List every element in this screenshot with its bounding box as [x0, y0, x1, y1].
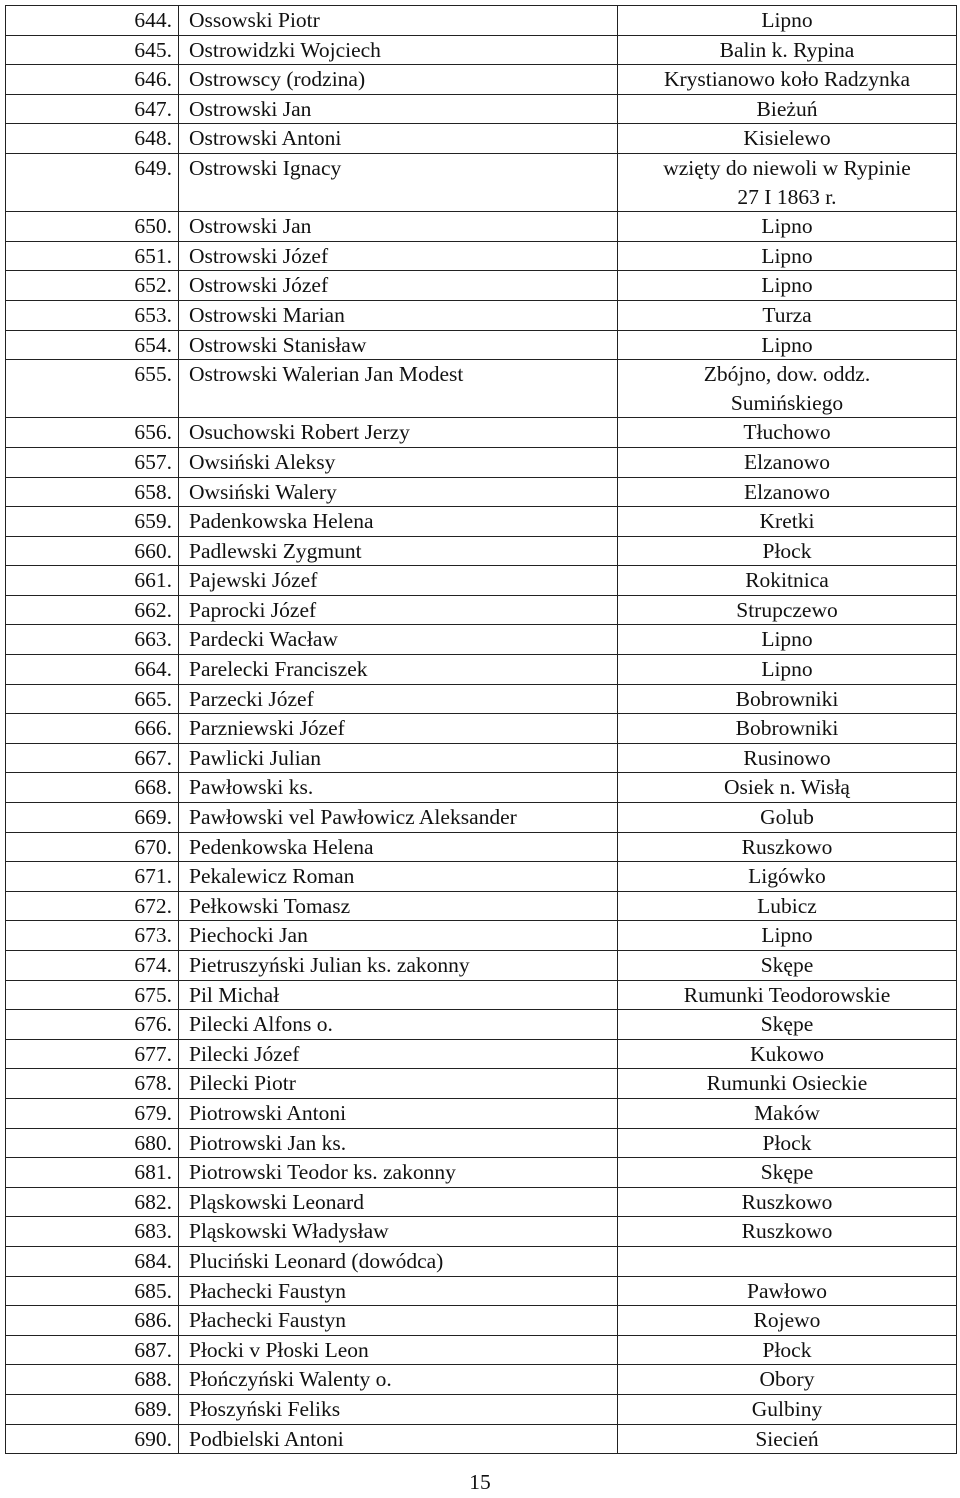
person-name: Parzniewski Józef [179, 714, 618, 744]
person-name: Padenkowska Helena [179, 507, 618, 537]
entry-number: 662. [6, 595, 179, 625]
roster-body [6, 6, 957, 1454]
place-name: Ruszkowo [618, 1217, 957, 1247]
table-row [6, 1069, 957, 1099]
table-row [6, 300, 957, 330]
entry-number: 674. [6, 951, 179, 981]
entry-number: 669. [6, 803, 179, 833]
place-name: Lipno [618, 625, 957, 655]
place-name: Rokitnica [618, 566, 957, 596]
table-row [6, 1365, 957, 1395]
entry-number: 665. [6, 684, 179, 714]
person-name: Owsiński Walery [179, 477, 618, 507]
place-name: Skępe [618, 1158, 957, 1188]
entry-number: 681. [6, 1158, 179, 1188]
place-name: Obory [618, 1365, 957, 1395]
place-name: Rusinowo [618, 743, 957, 773]
entry-number: 667. [6, 743, 179, 773]
place-name: Lipno [618, 212, 957, 242]
person-name: Płachecki Faustyn [179, 1306, 618, 1336]
table-row [6, 714, 957, 744]
person-name: Ostrowski Walerian Jan Modest [179, 360, 618, 418]
person-name: Ossowski Piotr [179, 6, 618, 36]
person-name: Pawłowski ks. [179, 773, 618, 803]
person-name: Pil Michał [179, 980, 618, 1010]
person-name: Ostrowidzki Wojciech [179, 35, 618, 65]
person-name: Pląskowski Władysław [179, 1217, 618, 1247]
table-row [6, 153, 957, 211]
table-row [6, 536, 957, 566]
place-name [618, 1246, 957, 1276]
entry-number: 677. [6, 1039, 179, 1069]
place-name: Ligówko [618, 862, 957, 892]
entry-number: 647. [6, 94, 179, 124]
place-name: Ruszkowo [618, 832, 957, 862]
person-name: Pardecki Wacław [179, 625, 618, 655]
table-row [6, 124, 957, 154]
place-name: Lipno [618, 330, 957, 360]
entry-number: 644. [6, 6, 179, 36]
person-name: Piotrowski Teodor ks. zakonny [179, 1158, 618, 1188]
place-name: Golub [618, 803, 957, 833]
person-name: Ostrowski Józef [179, 271, 618, 301]
place-name: Elzanowo [618, 477, 957, 507]
person-name: Parelecki Franciszek [179, 655, 618, 685]
place-name: Tłuchowo [618, 418, 957, 448]
place-name: Gulbiny [618, 1394, 957, 1424]
place-name: Lubicz [618, 891, 957, 921]
place-name: Kisielewo [618, 124, 957, 154]
entry-number: 655. [6, 360, 179, 418]
entry-number: 686. [6, 1306, 179, 1336]
table-row [6, 330, 957, 360]
place-name: Skępe [618, 1010, 957, 1040]
person-name: Ostrowski Józef [179, 241, 618, 271]
entry-number: 652. [6, 271, 179, 301]
entry-number: 646. [6, 65, 179, 95]
entry-number: 676. [6, 1010, 179, 1040]
table-row [6, 65, 957, 95]
table-row [6, 477, 957, 507]
entry-number: 678. [6, 1069, 179, 1099]
table-row [6, 743, 957, 773]
person-name: Padlewski Zygmunt [179, 536, 618, 566]
entry-number: 659. [6, 507, 179, 537]
table-row [6, 94, 957, 124]
insurgent-roster-table [5, 5, 957, 1454]
table-row [6, 980, 957, 1010]
table-row [6, 1335, 957, 1365]
place-name: Rumunki Teodorowskie [618, 980, 957, 1010]
person-name: Pedenkowska Helena [179, 832, 618, 862]
entry-number: 650. [6, 212, 179, 242]
person-name: Płoszyński Feliks [179, 1394, 618, 1424]
entry-number: 679. [6, 1098, 179, 1128]
table-row [6, 566, 957, 596]
table-row [6, 684, 957, 714]
table-row [6, 1128, 957, 1158]
table-row [6, 655, 957, 685]
person-name: Pląskowski Leonard [179, 1187, 618, 1217]
table-row [6, 1039, 957, 1069]
table-row [6, 1098, 957, 1128]
place-name: Lipno [618, 241, 957, 271]
table-row [6, 951, 957, 981]
place-name: Krystianowo koło Radzynka [618, 65, 957, 95]
place-name: Bobrowniki [618, 684, 957, 714]
place-name: Rojewo [618, 1306, 957, 1336]
entry-number: 670. [6, 832, 179, 862]
entry-number: 685. [6, 1276, 179, 1306]
entry-number: 651. [6, 241, 179, 271]
place-name: Pawłowo [618, 1276, 957, 1306]
person-name: Pekalewicz Roman [179, 862, 618, 892]
entry-number: 648. [6, 124, 179, 154]
place-name: Lipno [618, 271, 957, 301]
table-row [6, 6, 957, 36]
entry-number: 645. [6, 35, 179, 65]
table-row [6, 1276, 957, 1306]
person-name: Pawlicki Julian [179, 743, 618, 773]
person-name: Paprocki Józef [179, 595, 618, 625]
place-name: Lipno [618, 655, 957, 685]
place-name: Balin k. Rypina [618, 35, 957, 65]
place-name: Maków [618, 1098, 957, 1128]
entry-number: 675. [6, 980, 179, 1010]
entry-number: 653. [6, 300, 179, 330]
table-row [6, 447, 957, 477]
page-number: 15 [469, 1470, 491, 1494]
table-row [6, 595, 957, 625]
table-row [6, 1306, 957, 1336]
table-row [6, 625, 957, 655]
table-row [6, 773, 957, 803]
table-row [6, 832, 957, 862]
entry-number: 683. [6, 1217, 179, 1247]
table-row [6, 507, 957, 537]
place-name: Bobrowniki [618, 714, 957, 744]
person-name: Pietruszyński Julian ks. zakonny [179, 951, 618, 981]
entry-number: 660. [6, 536, 179, 566]
place-name: Lipno [618, 6, 957, 36]
entry-number: 690. [6, 1424, 179, 1454]
table-row [6, 35, 957, 65]
place-name: Bieżuń [618, 94, 957, 124]
place-name: Zbójno, dow. oddz. Sumińskiego [618, 360, 957, 418]
place-name: Płock [618, 1335, 957, 1365]
entry-number: 664. [6, 655, 179, 685]
entry-number: 666. [6, 714, 179, 744]
table-row [6, 891, 957, 921]
person-name: Piechocki Jan [179, 921, 618, 951]
place-name: Elzanowo [618, 447, 957, 477]
table-row [6, 1424, 957, 1454]
person-name: Piotrowski Antoni [179, 1098, 618, 1128]
person-name: Ostrowski Stanisław [179, 330, 618, 360]
place-name: wzięty do niewoli w Rypinie 27 I 1863 r. [618, 153, 957, 211]
entry-number: 687. [6, 1335, 179, 1365]
table-row [6, 1217, 957, 1247]
entry-number: 682. [6, 1187, 179, 1217]
entry-number: 663. [6, 625, 179, 655]
table-row [6, 1010, 957, 1040]
person-name: Płocki v Płoski Leon [179, 1335, 618, 1365]
person-name: Pilecki Józef [179, 1039, 618, 1069]
place-name: Turza [618, 300, 957, 330]
table-row [6, 803, 957, 833]
entry-number: 658. [6, 477, 179, 507]
place-name: Płock [618, 1128, 957, 1158]
place-name: Ruszkowo [618, 1187, 957, 1217]
entry-number: 656. [6, 418, 179, 448]
place-name: Kukowo [618, 1039, 957, 1069]
entry-number: 657. [6, 447, 179, 477]
table-row [6, 1246, 957, 1276]
person-name: Pajewski Józef [179, 566, 618, 596]
person-name: Ostrowski Jan [179, 94, 618, 124]
person-name: Ostrowscy (rodzina) [179, 65, 618, 95]
person-name: Pilecki Piotr [179, 1069, 618, 1099]
table-row [6, 241, 957, 271]
place-name: Strupczewo [618, 595, 957, 625]
entry-number: 649. [6, 153, 179, 211]
place-name: Siecień [618, 1424, 957, 1454]
entry-number: 672. [6, 891, 179, 921]
table-row [6, 271, 957, 301]
person-name: Ostrowski Antoni [179, 124, 618, 154]
person-name: Owsiński Aleksy [179, 447, 618, 477]
entry-number: 654. [6, 330, 179, 360]
person-name: Ostrowski Marian [179, 300, 618, 330]
table-row [6, 360, 957, 418]
table-row [6, 418, 957, 448]
table-row [6, 1187, 957, 1217]
place-name: Płock [618, 536, 957, 566]
person-name: Piotrowski Jan ks. [179, 1128, 618, 1158]
place-name: Kretki [618, 507, 957, 537]
person-name: Parzecki Józef [179, 684, 618, 714]
entry-number: 688. [6, 1365, 179, 1395]
place-name: Osiek n. Wisłą [618, 773, 957, 803]
person-name: Pluciński Leonard (dowódca) [179, 1246, 618, 1276]
person-name: Ostrowski Ignacy [179, 153, 618, 211]
person-name: Płończyński Walenty o. [179, 1365, 618, 1395]
entry-number: 689. [6, 1394, 179, 1424]
person-name: Osuchowski Robert Jerzy [179, 418, 618, 448]
table-row [6, 1158, 957, 1188]
person-name: Ostrowski Jan [179, 212, 618, 242]
table-row [6, 212, 957, 242]
table-row [6, 862, 957, 892]
entry-number: 671. [6, 862, 179, 892]
entry-number: 661. [6, 566, 179, 596]
entry-number: 680. [6, 1128, 179, 1158]
entry-number: 668. [6, 773, 179, 803]
person-name: Płachecki Faustyn [179, 1276, 618, 1306]
place-name: Lipno [618, 921, 957, 951]
table-row [6, 1394, 957, 1424]
person-name: Podbielski Antoni [179, 1424, 618, 1454]
place-name: Skępe [618, 951, 957, 981]
person-name: Pilecki Alfons o. [179, 1010, 618, 1040]
person-name: Pełkowski Tomasz [179, 891, 618, 921]
entry-number: 673. [6, 921, 179, 951]
place-name: Rumunki Osieckie [618, 1069, 957, 1099]
table-row [6, 921, 957, 951]
entry-number: 684. [6, 1246, 179, 1276]
person-name: Pawłowski vel Pawłowicz Aleksander [179, 803, 618, 833]
